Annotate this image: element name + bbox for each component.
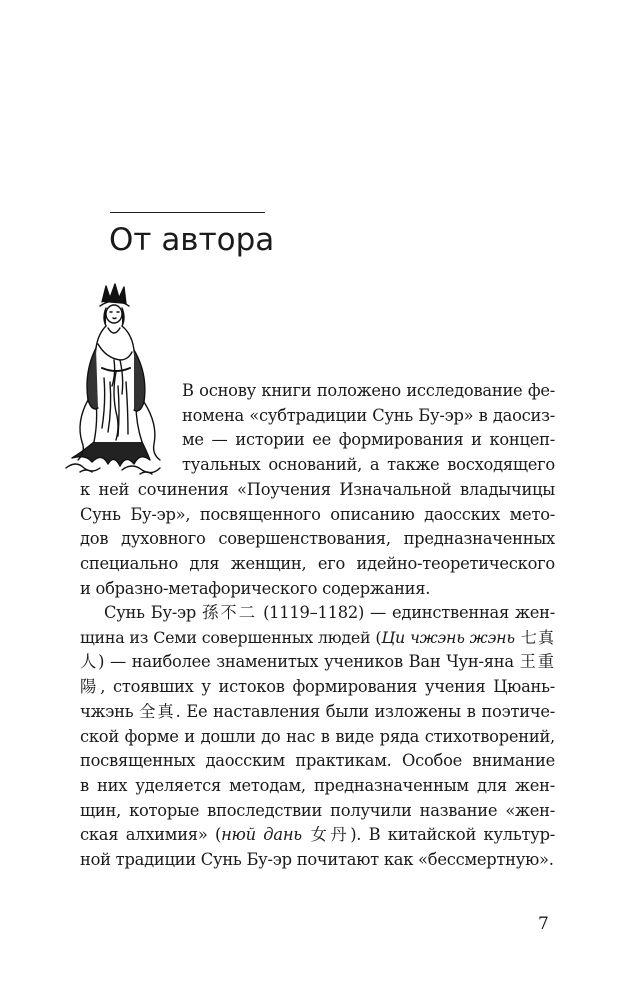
paragraph-line: туальных оснований, а также восходящего xyxy=(182,455,555,475)
paragraph-line xyxy=(80,675,555,700)
paragraph-line: номена «субтрадиции Сунь Бу-эр» в даосиз- xyxy=(182,405,555,425)
paragraph-1 xyxy=(80,379,555,601)
text-run: ). В китайской культур- xyxy=(350,825,555,845)
text-run: , стоявших у истоков формирования учения Цюань- xyxy=(100,677,555,697)
chinese-characters: 人 xyxy=(80,652,99,672)
text-run: (1119–1182) — единственная жен- xyxy=(257,603,555,622)
text-run: Сунь Бу-эр xyxy=(104,603,203,622)
paragraph-line: специально для женщин, его идейно-теоретического xyxy=(80,553,555,573)
chinese-characters: 孫不二 xyxy=(202,603,258,622)
paragraph-line xyxy=(80,626,555,651)
paragraph-line: в них уделяется методам, предназначенным для жен- xyxy=(80,775,555,795)
paragraph-line: ской форме и дошли до нас в виде ряда стихотворений, xyxy=(80,726,555,746)
paragraph-line xyxy=(80,601,555,626)
chinese-characters: 陽 xyxy=(80,677,101,697)
paragraph-line: дов духовного совершенствования, предназначенных xyxy=(80,529,555,549)
chinese-characters: 全真 xyxy=(139,701,176,721)
text-run: ) — наиболее знаменитых учеников Ван Чун-яна xyxy=(98,652,520,672)
paragraph-line: к ней сочинения «Поучения Изначальной владычицы xyxy=(80,479,555,499)
chinese-characters: 女丹 xyxy=(301,825,351,845)
paragraph-2 xyxy=(80,601,555,873)
italic-term: нюй дань xyxy=(221,825,302,845)
paragraph-line: Сунь Бу-эр», посвященного описанию даосских мето- xyxy=(80,504,555,524)
paragraph-line xyxy=(80,823,555,848)
chinese-characters: 王重 xyxy=(519,652,555,672)
paragraph-line: и образно-метафорического содержания. xyxy=(80,578,431,598)
top-rule xyxy=(110,212,265,213)
paragraph-line: посвященных даосским практикам. Особое внимание xyxy=(80,751,555,771)
page-number: 7 xyxy=(538,914,549,934)
paragraph-line xyxy=(80,700,555,725)
text-run: ская алхимия» ( xyxy=(80,825,222,845)
chapter-heading: От автора xyxy=(109,222,275,258)
text-run: щина из Семи совершенных людей ( xyxy=(80,627,382,647)
text-run: . Ее наставления были изложены в поэтиче- xyxy=(175,701,555,721)
paragraph-line xyxy=(80,650,555,675)
text-run: чжэнь xyxy=(80,701,140,721)
paragraph-line: щин, которые впоследствии получили название «жен- xyxy=(80,800,555,820)
paragraph-line: ной традиции Сунь Бу-эр почитают как «бессмертную». xyxy=(80,850,554,870)
paragraph-line: ме — истории ее формирования и концеп- xyxy=(182,430,555,450)
paragraph-line: В основу книги положено исследование фе- xyxy=(182,381,555,400)
chinese-characters: 七真 xyxy=(514,627,555,647)
italic-term: Ци чжэнь жэнь xyxy=(381,627,515,647)
